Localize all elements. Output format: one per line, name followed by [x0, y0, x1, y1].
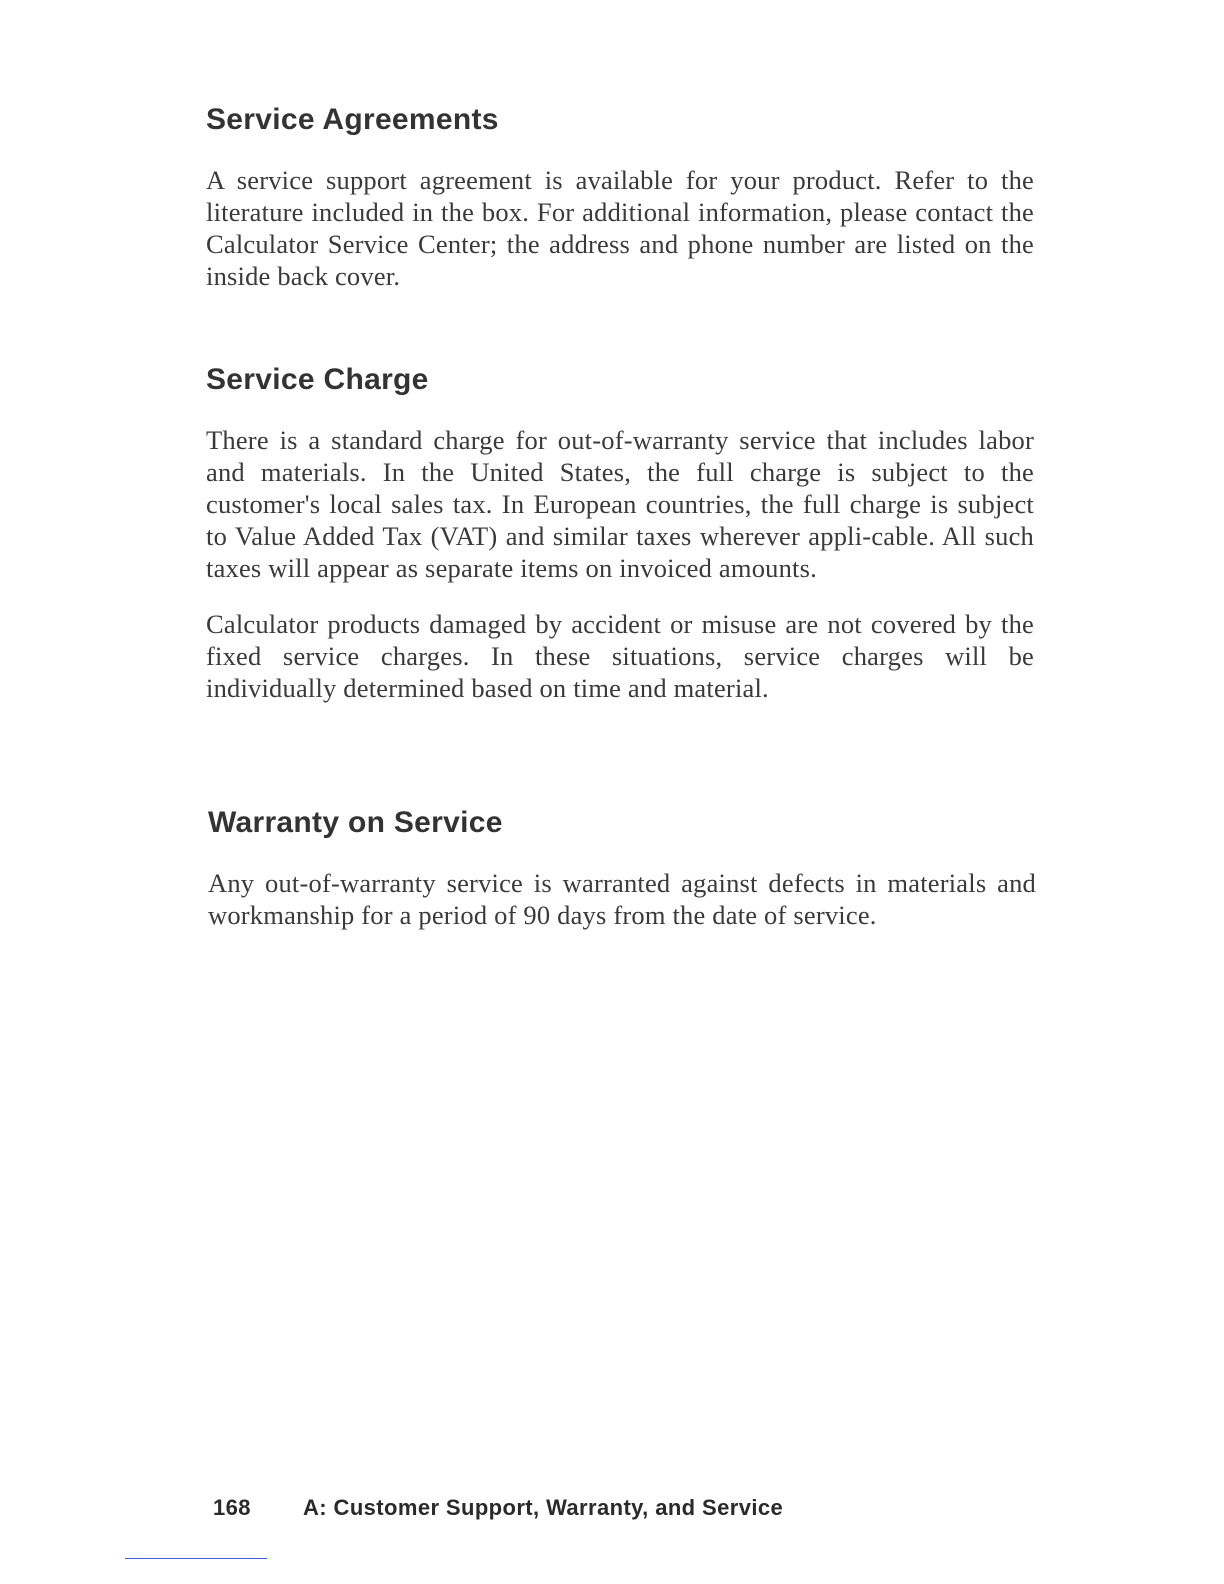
section-heading: Warranty on Service [208, 806, 503, 839]
chapter-title: A: Customer Support, Warranty, and Service [303, 1495, 784, 1520]
section-paragraph: A service support agreement is available for your product. Refer to the literature included in the box. For additional information, please contact the Calculator Service Center; the address and phone number are listed on the inside back cover. [206, 165, 1034, 291]
page-footer [213, 1494, 783, 1522]
section-heading: Service Agreements [206, 103, 499, 136]
divider-line [125, 1558, 267, 1559]
section-service-charge [206, 362, 1034, 704]
section-heading: Service Charge [206, 363, 429, 396]
section-service-agreements [206, 102, 1034, 292]
section-warranty-on-service [208, 805, 1036, 931]
page-number: 168 [213, 1495, 251, 1520]
section-paragraph: Calculator products damaged by accident or misuse are not covered by the fixed service charges. In these situations, service charges will be individually determined based on time and material. [206, 609, 1034, 703]
section-paragraph: Any out-of-warranty service is warranted against defects in materials and workmanship for a period of 90 days from the date of service. [208, 868, 1036, 930]
section-paragraph: There is a standard charge for out-of-warranty service that includes labor and materials. In the United States, the full charge is subject to the customer's local sales tax. In European countries, the full charge is subject to Value Added Tax (VAT) and similar taxes wherever appli-cable. All such taxes will appear as separate items on invoiced amounts. [206, 425, 1034, 583]
